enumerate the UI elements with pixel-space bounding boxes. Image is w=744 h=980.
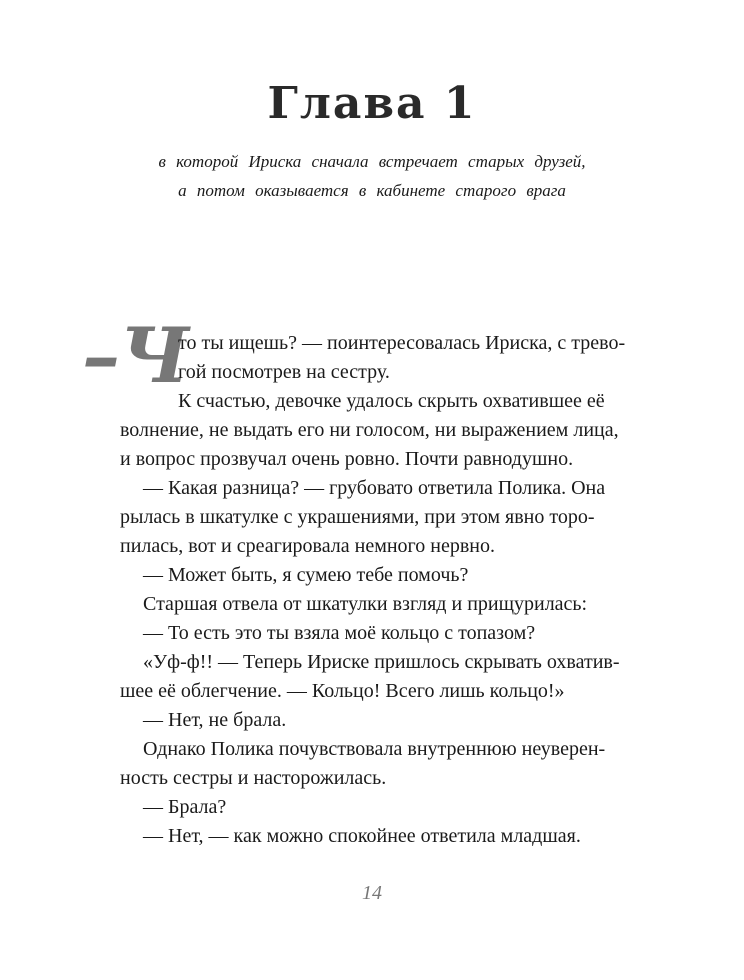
body-line-14: — Нет, не брала. — [143, 709, 287, 731]
body-line-17: — Брала? — [143, 796, 227, 818]
chapter-subtitle-line-1: в которой Ириска сначала встречает старых друзей, — [158, 152, 586, 171]
body-line-11: — То есть это ты взяла моё кольцо с топазом? — [143, 622, 536, 644]
chapter-subtitle-line-2: а потом оказывается в кабинете старого врага — [178, 181, 566, 200]
page-number: 14 — [362, 882, 382, 904]
body-line-3: К счастью, девочке удалось скрыть охватившее её — [178, 390, 605, 412]
body-line-2: гой посмотрев на сестру. — [178, 361, 390, 383]
body-line-18: — Нет, — как можно спокойнее ответила младшая. — [143, 825, 581, 847]
body-line-15: Однако Полика почувствовала внутреннюю неуверен- — [143, 738, 606, 760]
drop-cap: –Ч — [82, 311, 190, 400]
body-line-4: волнение, не выдать его ни голосом, ни выражением лица, — [120, 419, 619, 441]
body-line-12: «Уф-ф!! — Теперь Ириске пришлось скрывать охватив- — [143, 651, 620, 673]
body-line-5: и вопрос прозвучал очень ровно. Почти равнодушно. — [120, 448, 574, 470]
body-line-1: то ты ищешь? — поинтересовалась Ириска, с трево- — [178, 332, 626, 354]
chapter-title: Глава 1 — [267, 78, 477, 129]
body-line-9: — Может быть, я сумею тебе помочь? — [143, 564, 469, 586]
body-line-8: пилась, вот и среагировала немного нервно. — [120, 535, 495, 557]
body-line-16: ность сестры и насторожилась. — [120, 767, 387, 789]
body-line-13: шее её облегчение. — Кольцо! Всего лишь кольцо!» — [120, 680, 565, 702]
body-line-10: Старшая отвела от шкатулки взгляд и прищурилась: — [143, 593, 588, 615]
body-line-7: рылась в шкатулке с украшениями, при этом явно торо- — [120, 506, 595, 528]
body-line-6: — Какая разница? — грубовато ответила Полика. Она — [143, 477, 606, 499]
